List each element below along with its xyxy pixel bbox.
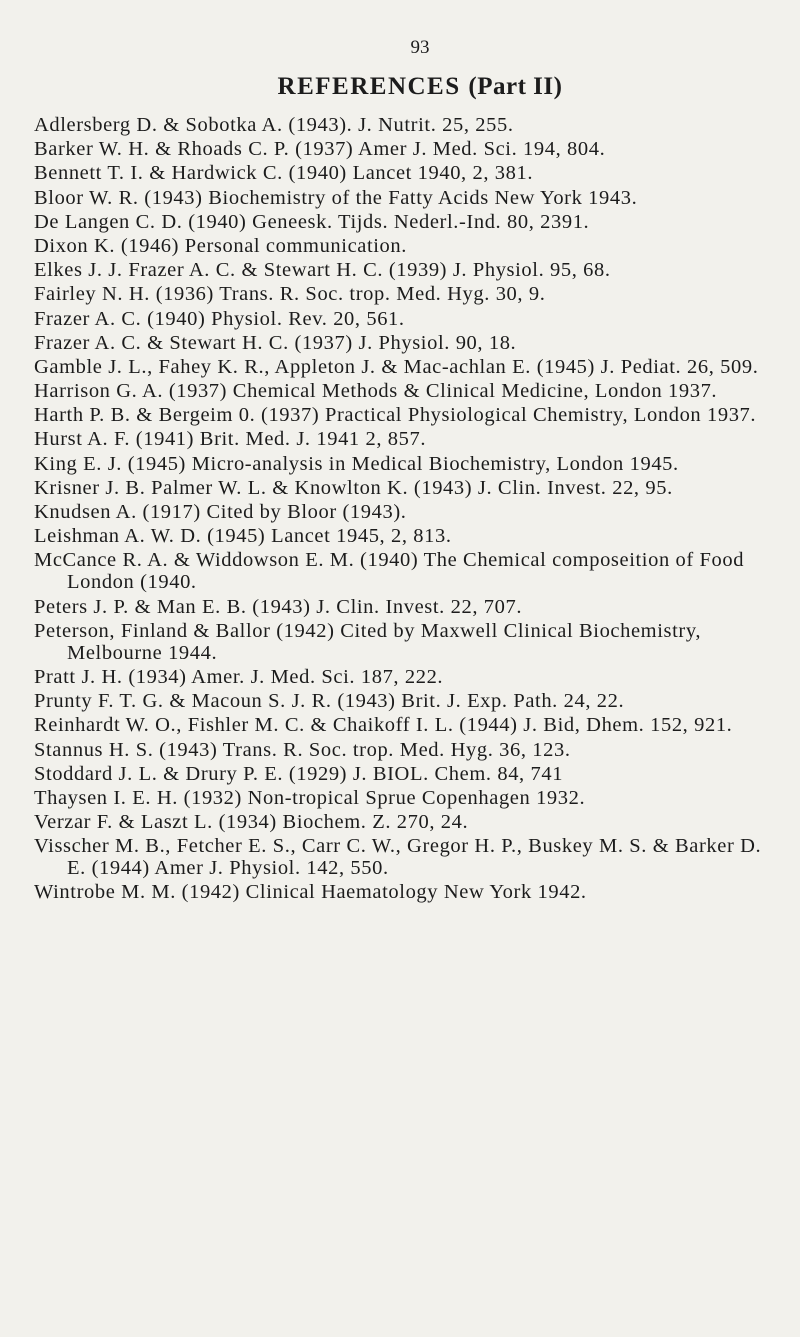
reference-item: Harth P. B. & Bergeim 0. (1937) Practical Physiological Chemistry, London 1937. [34,404,757,427]
reference-item: Wintrobe M. M. (1942) Clinical Haematology New York 1942. [34,881,587,904]
reference-item: Elkes J. J. Frazer A. C. & Stewart H. C. (1939) J. Physiol. 95, 68. [34,259,611,282]
reference-item: Bennett T. I. & Hardwick C. (1940) Lancet 1940, 2, 381. [34,162,534,185]
reference-item: Prunty F. T. G. & Macoun S. J. R. (1943) Brit. J. Exp. Path. 24, 22. [34,690,625,713]
reference-item: Leishman A. W. D. (1945) Lancet 1945, 2, 813. [34,525,452,548]
reference-item: Frazer A. C. & Stewart H. C. (1937) J. Physiol. 90, 18. [34,331,517,354]
page-title [34,72,782,102]
reference-item: Stannus H. S. (1943) Trans. R. Soc. trop. Med. Hyg. 36, 123. [34,738,571,761]
reference-item: Stoddard J. L. & Drury P. E. (1929) J. BIOL. Chem. 84, 741 [34,762,564,785]
reference-item: Peterson, Finland & Ballor (1942) Cited by Maxwell Clinical Biochemistry, Melbourne 1944. [34,619,702,664]
reference-item: Bloor W. R. (1943) Biochemistry of the Fatty Acids New York 1943. [34,186,638,209]
reference-item: Thaysen I. E. H. (1932) Non-tropical Sprue Copenhagen 1932. [34,786,586,809]
reference-item: Krisner J. B. Palmer W. L. & Knowlton K. (1943) J. Clin. Invest. 22, 95. [34,476,673,499]
reference-item: Frazer A. C. (1940) Physiol. Rev. 20, 561. [34,307,405,330]
reference-item: Hurst A. F. (1941) Brit. Med. J. 1941 2, 857. [34,428,427,451]
reference-item: Barker W. H. & Rhoads C. P. (1937) Amer J. Med. Sci. 194, 804. [34,138,606,161]
title-part: (Part II) [468,73,563,100]
reference-item: McCance R. A. & Widdowson E. M. (1940) The Chemical composeition of Food London (1940. [34,549,745,594]
reference-item: Harrison G. A. (1937) Chemical Methods & Clinical Medicine, London 1937. [34,380,718,403]
title-main: REFERENCES [277,73,461,100]
reference-item: Fairley N. H. (1936) Trans. R. Soc. trop. Med. Hyg. 30, 9. [34,283,546,306]
reference-item: Adlersberg D. & Sobotka A. (1943). J. Nutrit. 25, 255. [34,114,514,136]
reference-list [34,114,782,903]
reference-item: King E. J. (1945) Micro-analysis in Medical Biochemistry, London 1945. [34,452,679,475]
reference-item: Gamble J. L., Fahey K. R., Appleton J. & Mac-achlan E. (1945) J. Pediat. 26, 509. [34,355,759,378]
reference-item: Peters J. P. & Man E. B. (1943) J. Clin. Invest. 22, 707. [34,595,523,618]
reference-item: Visscher M. B., Fetcher E. S., Carr C. W., Gregor H. P., Buskey M. S. & Barker D. E. (1944) Amer J. Physiol. 142, 550. [34,835,762,880]
reference-item: Reinhardt W. O., Fishler M. C. & Chaikoff I. L. (1944) J. Bid, Dhem. 152, 921. [34,714,733,737]
reference-item: Knudsen A. (1917) Cited by Bloor (1943). [34,501,407,523]
reference-item: Pratt J. H. (1934) Amer. J. Med. Sci. 187, 222. [34,665,444,688]
reference-item: Dixon K. (1946) Personal communication. [34,234,407,257]
reference-item: Verzar F. & Laszt L. (1934) Biochem. Z. 270, 24. [34,811,469,834]
page-number: 93 [410,37,430,58]
reference-item: De Langen C. D. (1940) Geneesk. Tijds. Nederl.-Ind. 80, 2391. [34,210,590,233]
